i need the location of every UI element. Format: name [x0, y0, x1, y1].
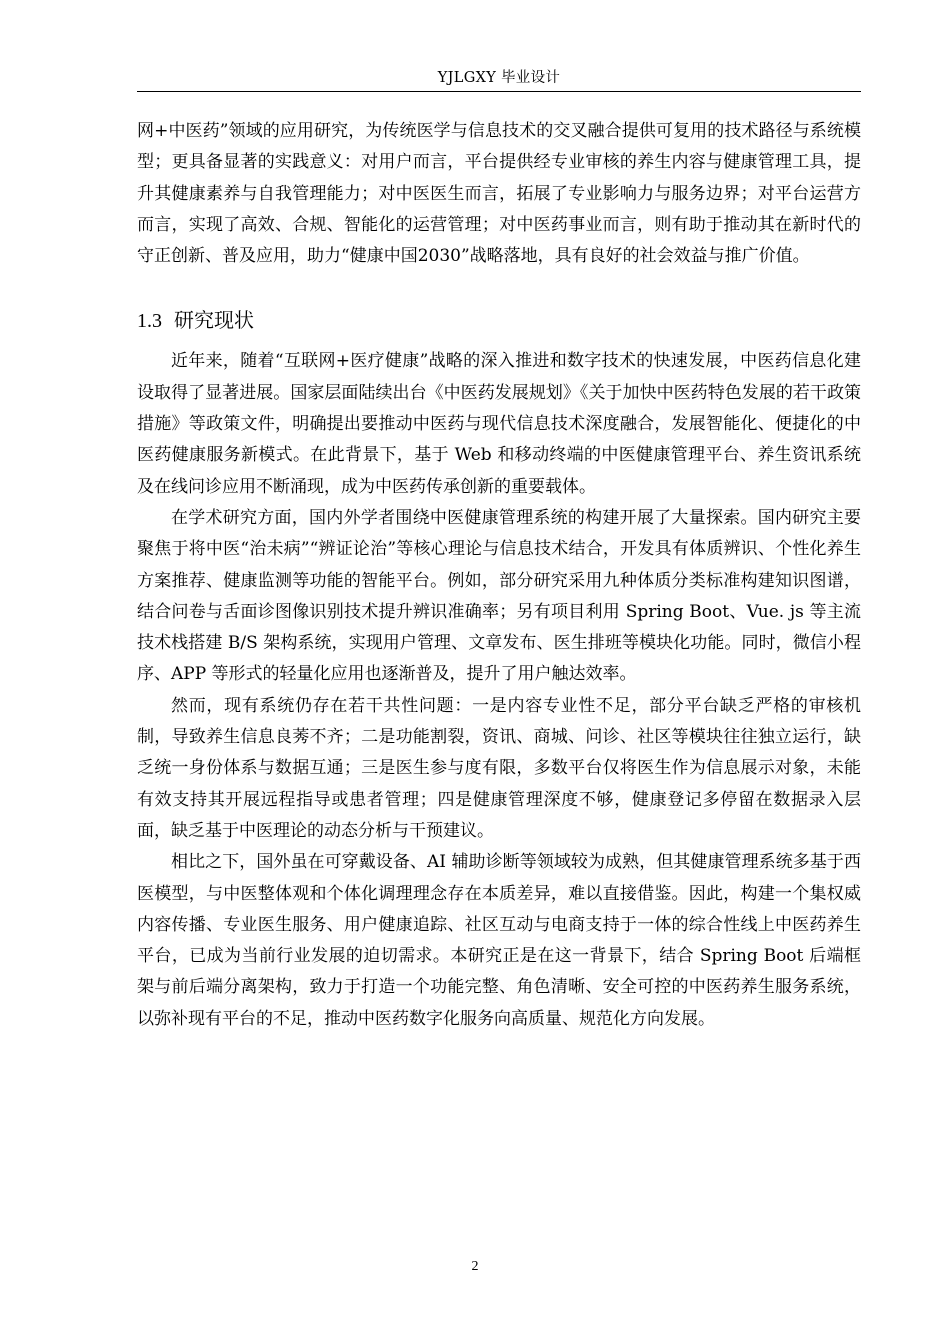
header-divider	[137, 91, 861, 92]
section-heading	[137, 306, 861, 335]
paragraph: 近年来，随着“互联网+医疗健康”战略的深入推进和数字技术的快速发展，中医药信息化建设取得了显著进展。国家层面陆续出台《中医药发展规划》《关于加快中医药特色发展的若干政策措施》等政策文件，明确提出要推动中医药与现代信息技术深度融合，发展智能化、便捷化的中医药健康服务新模式。在此背景下，基于 Web 和移动终端的中医健康管理平台、养生资讯系统及在线问诊应用不断涌现，成为中医药传承创新的重要载体。	[137, 351, 861, 497]
running-header: YJLGXY 毕业设计	[437, 70, 561, 86]
section-title-text: 研究现状	[174, 308, 254, 333]
section-number: 1.3	[137, 310, 162, 333]
paragraph: 然而，现有系统仍存在若干共性问题：一是内容专业性不足，部分平台缺乏严格的审核机制，导致养生信息良莠不齐；二是功能割裂，资讯、商城、问诊、社区等模块往往独立运行，缺乏统一身份体系与数据互通；三是医生参与度有限，多数平台仅将医生作为信息展示对象，未能有效支持其开展远程指导或患者管理；四是健康管理深度不够，健康登记多停留在数据录入层面，缺乏基于中医理论的动态分析与干预建议。	[137, 695, 861, 841]
paragraph: 相比之下，国外虽在可穿戴设备、AI 辅助诊断等领域较为成熟，但其健康管理系统多基于西医模型，与中医整体观和个体化调理理念存在本质差异，难以直接借鉴。因此，构建一个集权威内容传播、专业医生服务、用户健康追踪、社区互动与电商支持于一体的综合性线上中医药养生平台，已成为当前行业发展的迫切需求。本研究正是在这一背景下，结合 Spring Boot 后端框架与前后端分离架构，致力于打造一个功能完整、角色清晰、安全可控的中医药养生服务系统，以弥补现有平台的不足，推动中医药数字化服务向高质量、规范化方向发展。	[137, 852, 861, 1029]
paragraph-continued: 网+中医药”领域的应用研究，为传统医学与信息技术的交叉融合提供可复用的技术路径与系统模型；更具备显著的实践意义：对用户而言，平台提供经专业审核的养生内容与健康管理工具，提升其健康素养与自我管理能力；对中医医生而言，拓展了专业影响力与服务边界；对平台运营方而言，实现了高效、合规、智能化的运营管理；对中医药事业而言，则有助于推动其在新时代的守正创新、普及应用，助力“健康中国2030”战略落地，具有良好的社会效益与推广价值。	[137, 121, 861, 267]
paragraph: 在学术研究方面，国内外学者围绕中医健康管理系统的构建开展了大量探索。国内研究主要聚焦于将中医“治未病”“辨证论治”等核心理论与信息技术结合，开发具有体质辨识、个性化养生方案推荐、健康监测等功能的智能平台。例如，部分研究采用九种体质分类标准构建知识图谱，结合问卷与舌面诊图像识别技术提升辨识准确率；另有项目利用 Spring Boot、Vue. js 等主流技术栈搭建 B/S 架构系统，实现用户管理、文章发布、医生排班等模块化功能。同时，微信小程序、APP 等形式的轻量化应用也逐渐普及，提升了用户触达效率。	[137, 507, 861, 685]
body-content	[137, 116, 861, 1035]
page-number: 2	[471, 1259, 479, 1274]
